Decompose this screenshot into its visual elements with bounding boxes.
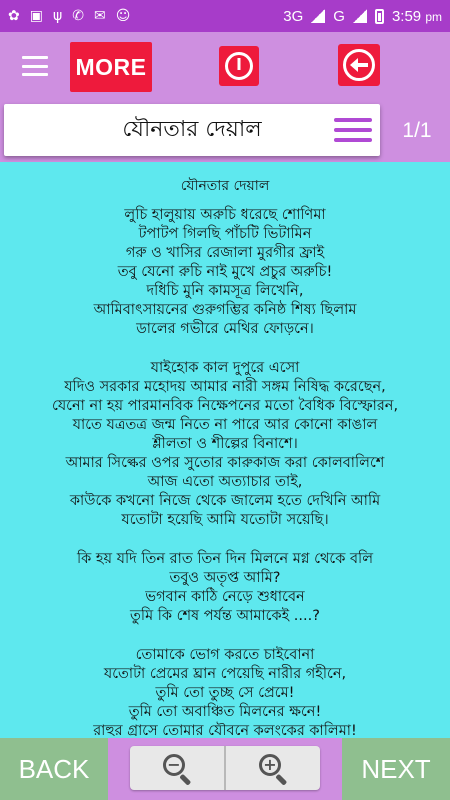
- poem-line: কাউকে কখনো নিজে থেকে জালেম হতে দেখিনি আমি: [69, 493, 381, 509]
- message-icon: ✉: [93, 8, 106, 24]
- status-left-icons: [8, 9, 130, 23]
- next-nav-button[interactable]: NEXT: [342, 738, 450, 800]
- poem-stanzas: [0, 206, 450, 738]
- page-counter: 1/1: [402, 119, 432, 142]
- poem-line: তুমি তো অবাঞ্চিত মিলনের ক্ষনে!: [128, 704, 322, 720]
- poem-stanza: [0, 646, 450, 738]
- poem-line: যাতে যত্রতত্র জন্ম নিতে না পারে আর কোনো কাঙাল: [72, 417, 378, 433]
- status-right: [283, 8, 442, 25]
- title-bar: [0, 100, 450, 162]
- zoom-out-button[interactable]: [130, 746, 224, 790]
- poem-content[interactable]: [0, 162, 450, 738]
- image-icon: ▣: [29, 8, 43, 24]
- signal-icon: [311, 9, 325, 23]
- poem-line: যতোটা প্রেমের ঘ্রান পেয়েছি নারীর গহীনে,: [103, 666, 347, 682]
- phone-icon: ✆: [72, 8, 84, 24]
- poem-line: যদিও সরকার মহোদয় আমার নারী সঙ্গম নিষিদ্ধ করেছেন,: [64, 379, 386, 395]
- zoom-out-icon: −: [161, 752, 193, 784]
- poem-line: লুচি হালুয়ায় অরুচি ধরেছে শোণিমা: [124, 207, 326, 223]
- back-arrow-icon: [343, 49, 375, 81]
- poem-line: যতোটা হয়েছি আমি যতোটা সয়েছি।: [121, 512, 329, 528]
- poem-line: দধিচি মুনি কামসূত্র লিখেনি,: [146, 283, 304, 299]
- poem-line: তুমি তো তুচ্ছ সে প্রেমে!: [155, 685, 295, 701]
- toolbar: [0, 32, 450, 100]
- exit-button[interactable]: [219, 46, 259, 86]
- title-box[interactable]: [4, 104, 380, 156]
- clock-ampm: pm: [425, 9, 442, 24]
- poem-line: গরু ও খাসির রেজালা মুরগীর ফ্রাই: [125, 245, 325, 261]
- poem-stanza: [0, 550, 450, 626]
- back-nav-button[interactable]: BACK: [0, 738, 108, 800]
- network-type: 3G: [283, 7, 304, 25]
- back-button[interactable]: [338, 44, 380, 86]
- notification-icon: ✿: [8, 8, 20, 24]
- zoom-controls: [130, 746, 320, 790]
- power-icon: [225, 52, 253, 80]
- poem-line: কি হয় যদি তিন রাত তিন দিন মিলনে মগ্ন থেকে বলি: [76, 551, 374, 567]
- battery-icon: [375, 9, 384, 24]
- list-icon[interactable]: [334, 118, 372, 142]
- poem-line: তোমাকে ভোগ করতে চাইবোনা: [135, 647, 315, 663]
- poem-line: ভগবান কাঠি নেড়ে শুধাবেন: [145, 589, 305, 605]
- poem-line: ডালের গভীরে মেথির ফোড়নে।: [136, 321, 314, 337]
- zoom-in-icon: +: [257, 752, 289, 784]
- cat-icon: ☺: [115, 8, 131, 24]
- poem-line: আমার সিল্কের ওপর সুতোর কারুকাজ করা কোলবালিশে: [65, 455, 385, 471]
- status-bar: [0, 0, 450, 32]
- bottom-bar: [0, 738, 450, 800]
- poem-title: যৌনতার দেয়াল: [180, 178, 270, 194]
- poem-line: টপাটপ গিলছি পাঁচটি ভিটামিন: [138, 226, 312, 242]
- poem-stanza: [0, 206, 450, 339]
- poem-line: তবুও অতৃপ্ত আমি?: [169, 570, 281, 586]
- more-button[interactable]: MORE: [70, 42, 152, 92]
- clock: [392, 8, 442, 25]
- poem-line: আজ এতো অত্যাচার তাই,: [147, 474, 303, 490]
- network-type-2: G: [333, 7, 345, 25]
- usb-icon: ψ: [52, 8, 63, 24]
- zoom-in-button[interactable]: [224, 746, 320, 790]
- clock-time: 3:59: [391, 7, 422, 25]
- poem-line: যাইহোক কাল দুপুরে এসো: [150, 360, 300, 376]
- poem-line: রাহুর গ্রাসে তোমার যৌবনে কলংকের কালিমা!: [93, 723, 357, 738]
- page-title: যৌনতার দেয়াল: [122, 116, 262, 142]
- poem-line: তবু যেনো রুচি নাই মুখে প্রচুর অরুচি!: [117, 264, 333, 280]
- poem-line: আমিবাৎসায়নের গুরুগম্ভির কনিষ্ঠ শিষ্য ছিলাম: [93, 302, 357, 318]
- poem-line: যেনো না হয় পারমানবিক নিক্ষেপনের মতো বৈধিক বিস্ফোরন,: [51, 398, 399, 414]
- poem-line: তুমি কি শেষ পর্যন্ত আমাকেই ....?: [130, 608, 320, 624]
- hamburger-icon[interactable]: [22, 56, 48, 76]
- signal-icon-2: [353, 9, 367, 23]
- poem-stanza: [0, 359, 450, 530]
- poem-line: শ্লীলতা ও শীল্পের বিনাশে।: [152, 436, 298, 452]
